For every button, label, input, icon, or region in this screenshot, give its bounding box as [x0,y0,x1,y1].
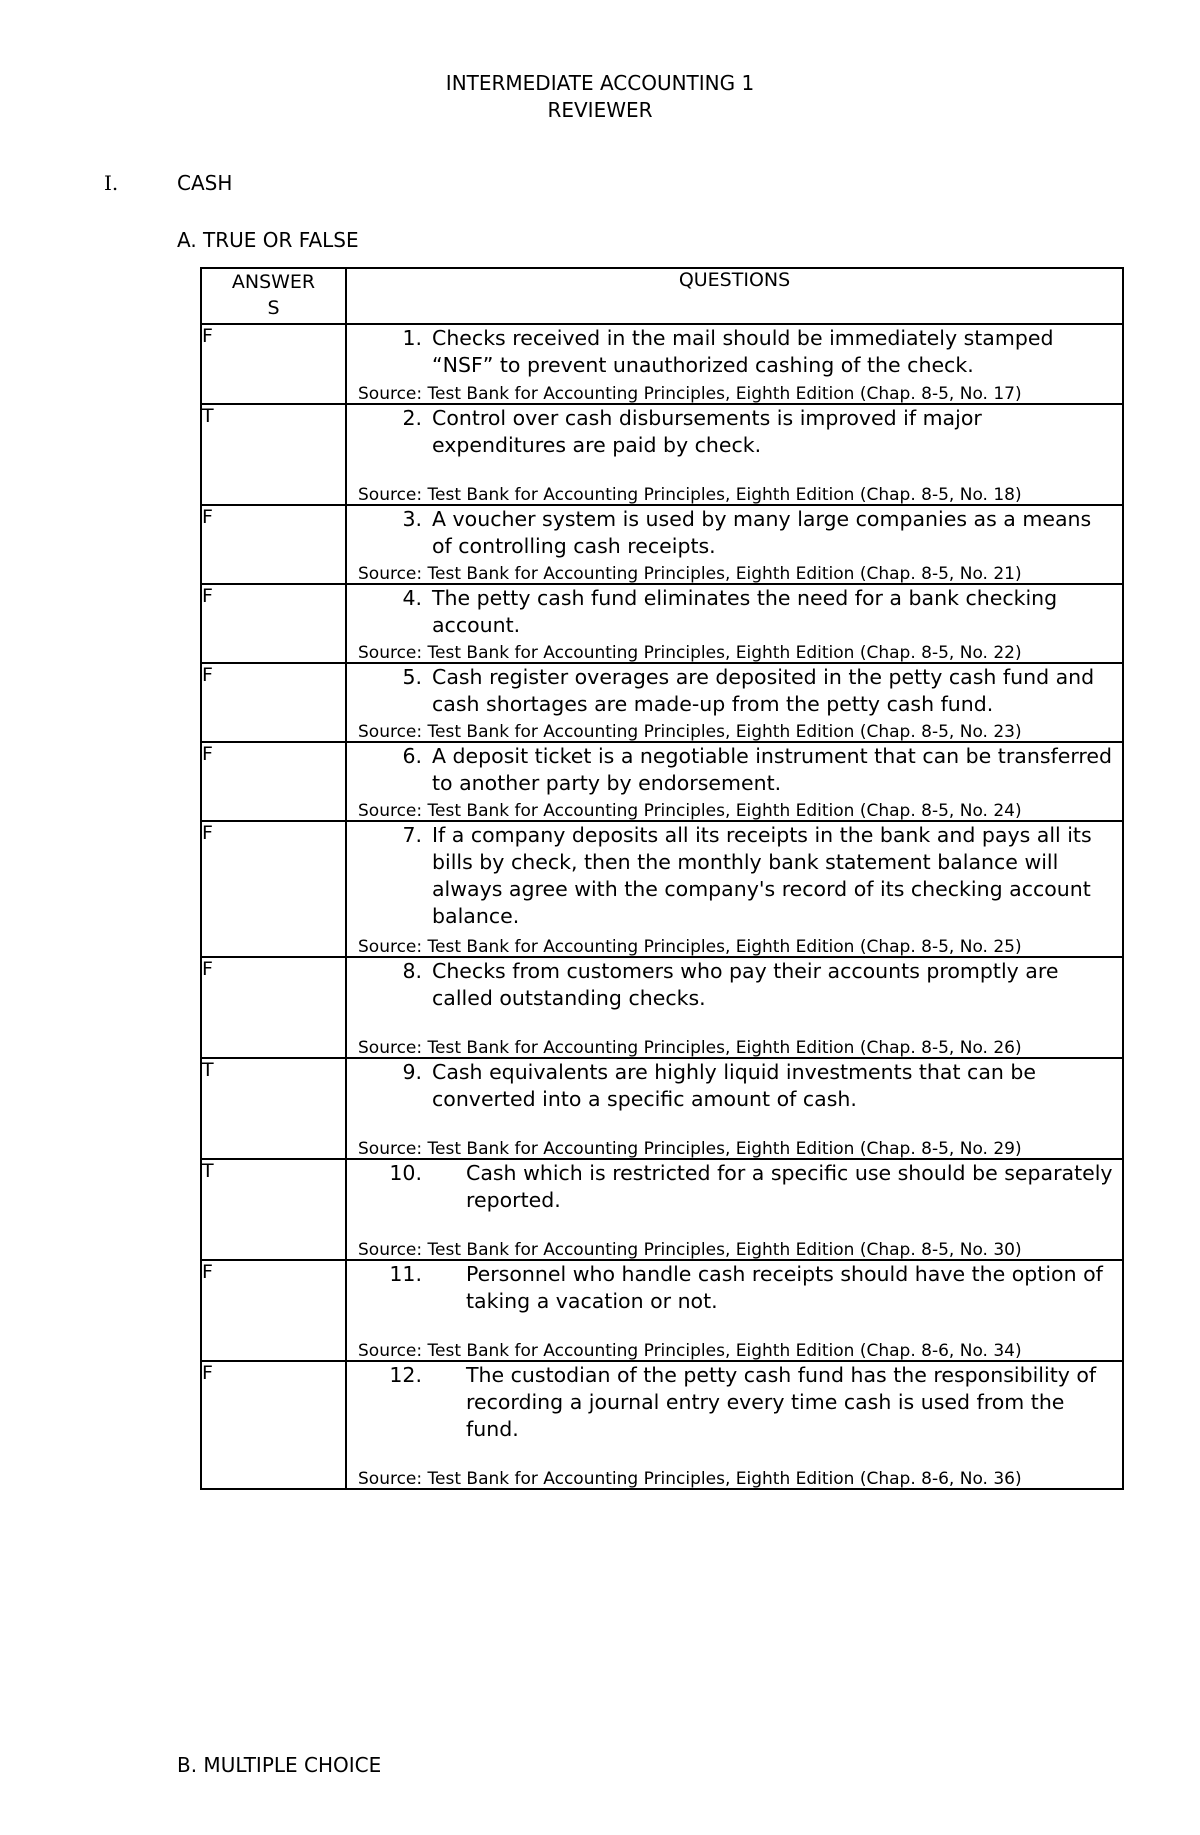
question-text: Checks received in the mail should be immediately stamped “NSF” to prevent unauthorized cashing of the check. [432,326,1054,377]
question-cell [346,1058,1123,1159]
question-text: If a company deposits all its receipts in the bank and pays all its bills by check, then the monthly bank statement balance will always agree with the company's record of its checking account balance. [432,823,1092,928]
question-source: Source: Test Bank for Accounting Principles, Eighth Edition (Chap. 8-5, No. 24) [358,801,1022,821]
section-number: I. [104,171,119,195]
question-number: 9. [402,1060,422,1084]
question-text: Control over cash disbursements is improved if major expenditures are paid by check. [432,406,982,457]
question-number: 12. [389,1363,422,1387]
table-row [201,505,1123,584]
answer-cell: T [201,404,346,505]
question-source: Source: Test Bank for Accounting Principles, Eighth Edition (Chap. 8-5, No. 17) [358,384,1022,404]
question-cell [346,1361,1123,1489]
question-text: Cash which is restricted for a specific use should be separately reported. [466,1161,1113,1212]
question-number: 5. [402,665,422,689]
answer-cell: T [201,1058,346,1159]
question-source: Source: Test Bank for Accounting Principles, Eighth Edition (Chap. 8-6, No. 36) [358,1469,1022,1489]
question-number: 10. [389,1161,422,1185]
question-cell [346,1159,1123,1260]
question-number: 7. [402,823,422,847]
table-row [201,742,1123,821]
question-cell [346,742,1123,821]
question-cell [346,821,1123,957]
question-text: The petty cash fund eliminates the need for a bank checking account. [432,586,1058,637]
table-header-row [201,268,1123,324]
question-source: Source: Test Bank for Accounting Principles, Eighth Edition (Chap. 8-5, No. 23) [358,722,1022,742]
answer-cell: F [201,505,346,584]
question-source: Source: Test Bank for Accounting Principles, Eighth Edition (Chap. 8-5, No. 26) [358,1038,1022,1058]
question-text: The custodian of the petty cash fund has the responsibility of recording a journal entry every time cash is used from the fund. [466,1363,1097,1441]
question-source: Source: Test Bank for Accounting Principles, Eighth Edition (Chap. 8-5, No. 30) [358,1240,1022,1260]
table-row [201,1260,1123,1361]
document-title: INTERMEDIATE ACCOUNTING 1 [445,71,755,95]
answer-cell: F [201,957,346,1058]
answer-cell: T [201,1159,346,1260]
question-number: 8. [402,959,422,983]
table-row [201,1159,1123,1260]
table-row [201,1361,1123,1489]
question-number: 4. [402,586,422,610]
question-text: Personnel who handle cash receipts should have the option of taking a vacation or not. [466,1262,1103,1313]
question-cell [346,957,1123,1058]
question-cell [346,1260,1123,1361]
question-cell [346,404,1123,505]
question-number: 3. [402,507,422,531]
question-cell [346,584,1123,663]
question-text: Checks from customers who pay their accounts promptly are called outstanding checks. [432,959,1059,1010]
answers-column-header: ANSWER S [201,268,346,324]
question-source: Source: Test Bank for Accounting Principles, Eighth Edition (Chap. 8-5, No. 29) [358,1139,1022,1159]
answer-cell: F [201,584,346,663]
questions-column-header: QUESTIONS [346,268,1123,324]
table-row [201,324,1123,404]
answer-cell: F [201,663,346,742]
question-cell [346,324,1123,404]
question-source: Source: Test Bank for Accounting Principles, Eighth Edition (Chap. 8-5, No. 25) [358,937,1022,957]
question-source: Source: Test Bank for Accounting Principles, Eighth Edition (Chap. 8-5, No. 18) [358,485,1022,505]
document-subtitle: REVIEWER [547,98,653,122]
question-number: 2. [402,406,422,430]
answer-cell: F [201,742,346,821]
part-b-title: B. MULTIPLE CHOICE [177,1753,382,1777]
table-row [201,1058,1123,1159]
question-text: Cash equivalents are highly liquid investments that can be converted into a specific amount of cash. [432,1060,1037,1111]
question-source: Source: Test Bank for Accounting Principles, Eighth Edition (Chap. 8-5, No. 22) [358,643,1022,663]
question-text: A voucher system is used by many large companies as a means of controlling cash receipts. [432,507,1092,558]
table-row [201,957,1123,1058]
question-cell [346,663,1123,742]
section-title: CASH [177,171,233,195]
answer-cell: F [201,821,346,957]
question-text: Cash register overages are deposited in the petty cash fund and cash shortages are made-up from the petty cash fund. [432,665,1095,716]
question-cell [346,505,1123,584]
table-row [201,821,1123,957]
table-row [201,663,1123,742]
question-number: 1. [402,326,422,350]
question-source: Source: Test Bank for Accounting Principles, Eighth Edition (Chap. 8-6, No. 34) [358,1341,1022,1361]
true-false-table [200,267,1124,1490]
question-number: 11. [389,1262,422,1286]
question-text: A deposit ticket is a negotiable instrument that can be transferred to another party by endorsement. [432,744,1113,795]
table-row [201,584,1123,663]
answer-cell: F [201,1260,346,1361]
answer-cell: F [201,324,346,404]
answer-cell: F [201,1361,346,1489]
question-source: Source: Test Bank for Accounting Principles, Eighth Edition (Chap. 8-5, No. 21) [358,564,1022,584]
part-a-title: A. TRUE OR FALSE [177,228,359,252]
question-number: 6. [402,744,422,768]
table-row [201,404,1123,505]
